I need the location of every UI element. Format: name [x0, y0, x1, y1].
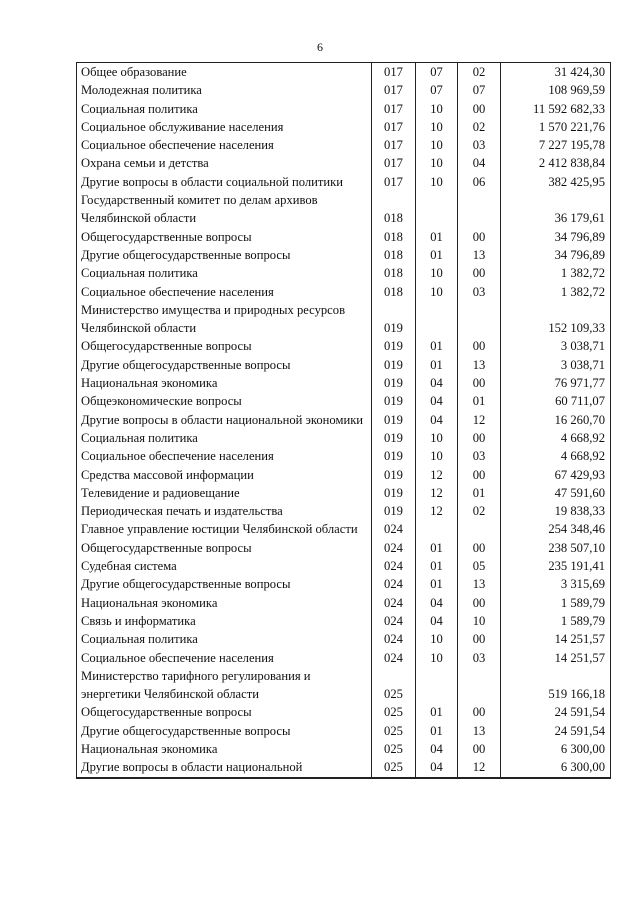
table-row: [77, 630, 611, 648]
row-name-cell: Судебная система: [77, 557, 372, 575]
subsection-code-cell: 00: [458, 630, 501, 648]
department-code-cell: 019: [372, 484, 416, 502]
department-code-cell: 025: [372, 667, 416, 704]
amount-cell: 4 668,92: [501, 429, 611, 447]
subsection-code-cell: 00: [458, 374, 501, 392]
table-row: [77, 740, 611, 758]
subsection-code-cell: 07: [458, 81, 501, 99]
budget-table-body: [77, 63, 611, 778]
department-code-cell: 017: [372, 81, 416, 99]
department-code-cell: 025: [372, 758, 416, 777]
subsection-code-cell: [458, 667, 501, 704]
subsection-code-cell: 02: [458, 63, 501, 82]
department-code-cell: 024: [372, 630, 416, 648]
subsection-code-cell: 05: [458, 557, 501, 575]
amount-cell: 11 592 682,33: [501, 100, 611, 118]
amount-cell: 1 382,72: [501, 283, 611, 301]
table-row: [77, 173, 611, 191]
table-row: [77, 100, 611, 118]
subsection-code-cell: 00: [458, 337, 501, 355]
department-code-cell: 019: [372, 502, 416, 520]
row-name-cell: Общее образование: [77, 63, 372, 82]
section-code-cell: 01: [416, 557, 458, 575]
table-row: [77, 264, 611, 282]
department-code-cell: 017: [372, 63, 416, 82]
table-row: [77, 429, 611, 447]
row-name-cell: Средства массовой информации: [77, 466, 372, 484]
row-name-cell: Другие общегосударственные вопросы: [77, 246, 372, 264]
subsection-code-cell: 01: [458, 392, 501, 410]
amount-cell: 60 711,07: [501, 392, 611, 410]
amount-cell: 3 315,69: [501, 575, 611, 593]
department-code-cell: 024: [372, 539, 416, 557]
amount-cell: 1 382,72: [501, 264, 611, 282]
department-code-cell: 017: [372, 118, 416, 136]
section-code-cell: 04: [416, 594, 458, 612]
department-code-cell: 025: [372, 740, 416, 758]
amount-cell: 3 038,71: [501, 356, 611, 374]
row-name-cell: Социальное обеспечение населения: [77, 447, 372, 465]
section-code-cell: 07: [416, 63, 458, 82]
amount-cell: 36 179,61: [501, 191, 611, 228]
subsection-code-cell: 00: [458, 228, 501, 246]
section-code-cell: 01: [416, 228, 458, 246]
subsection-code-cell: 12: [458, 758, 501, 777]
table-row: [77, 466, 611, 484]
department-code-cell: 017: [372, 136, 416, 154]
amount-cell: 1 589,79: [501, 594, 611, 612]
subsection-code-cell: 00: [458, 264, 501, 282]
department-code-cell: 024: [372, 557, 416, 575]
row-name-cell: Социальное обеспечение населения: [77, 136, 372, 154]
department-code-cell: 024: [372, 575, 416, 593]
row-name-cell: Общегосударственные вопросы: [77, 539, 372, 557]
row-name-cell: Социальное обеспечение населения: [77, 649, 372, 667]
row-name-cell: Другие вопросы в области национальной: [77, 758, 372, 777]
department-code-cell: 019: [372, 301, 416, 338]
section-code-cell: 10: [416, 630, 458, 648]
section-code-cell: 01: [416, 337, 458, 355]
amount-cell: 67 429,93: [501, 466, 611, 484]
section-code-cell: [416, 301, 458, 338]
row-name-cell: Общегосударственные вопросы: [77, 228, 372, 246]
row-name-cell: Другие общегосударственные вопросы: [77, 356, 372, 374]
amount-cell: 16 260,70: [501, 411, 611, 429]
section-code-cell: [416, 520, 458, 538]
table-row: [77, 356, 611, 374]
row-name-cell: Социальная политика: [77, 630, 372, 648]
section-code-cell: 12: [416, 466, 458, 484]
subsection-code-cell: 03: [458, 136, 501, 154]
department-code-cell: 019: [372, 466, 416, 484]
row-name-cell: Социальное обеспечение населения: [77, 283, 372, 301]
subsection-code-cell: 00: [458, 539, 501, 557]
table-row: [77, 557, 611, 575]
department-code-cell: 018: [372, 264, 416, 282]
section-code-cell: [416, 667, 458, 704]
row-name-cell: Государственный комитет по делам архивов Челябинской области: [77, 191, 372, 228]
section-code-cell: 04: [416, 612, 458, 630]
department-code-cell: 017: [372, 100, 416, 118]
row-name-cell: Молодежная политика: [77, 81, 372, 99]
row-name-cell: Национальная экономика: [77, 740, 372, 758]
amount-cell: 108 969,59: [501, 81, 611, 99]
subsection-code-cell: 13: [458, 246, 501, 264]
table-row: [77, 612, 611, 630]
subsection-code-cell: 10: [458, 612, 501, 630]
department-code-cell: 019: [372, 374, 416, 392]
row-name-cell: Общегосударственные вопросы: [77, 703, 372, 721]
section-code-cell: 10: [416, 429, 458, 447]
subsection-code-cell: 13: [458, 356, 501, 374]
amount-cell: 76 971,77: [501, 374, 611, 392]
amount-cell: 47 591,60: [501, 484, 611, 502]
row-name-cell: Социальное обслуживание населения: [77, 118, 372, 136]
amount-cell: 382 425,95: [501, 173, 611, 191]
department-code-cell: 018: [372, 246, 416, 264]
department-code-cell: 019: [372, 392, 416, 410]
amount-cell: 1 589,79: [501, 612, 611, 630]
amount-cell: 14 251,57: [501, 630, 611, 648]
department-code-cell: 019: [372, 356, 416, 374]
row-name-cell: Министерство тарифного регулирования и энергетики Челябинской области: [77, 667, 372, 704]
section-code-cell: 10: [416, 154, 458, 172]
section-code-cell: 04: [416, 374, 458, 392]
amount-cell: 519 166,18: [501, 667, 611, 704]
subsection-code-cell: 01: [458, 484, 501, 502]
table-row: [77, 520, 611, 538]
subsection-code-cell: 06: [458, 173, 501, 191]
subsection-code-cell: 12: [458, 411, 501, 429]
department-code-cell: 018: [372, 283, 416, 301]
amount-cell: 6 300,00: [501, 740, 611, 758]
department-code-cell: 019: [372, 429, 416, 447]
section-code-cell: 04: [416, 411, 458, 429]
table-row: [77, 228, 611, 246]
amount-cell: 14 251,57: [501, 649, 611, 667]
row-name-cell: Министерство имущества и природных ресурсов Челябинской области: [77, 301, 372, 338]
department-code-cell: 019: [372, 411, 416, 429]
amount-cell: 34 796,89: [501, 246, 611, 264]
subsection-code-cell: 00: [458, 703, 501, 721]
amount-cell: 254 348,46: [501, 520, 611, 538]
department-code-cell: 018: [372, 228, 416, 246]
row-name-cell: Охрана семьи и детства: [77, 154, 372, 172]
department-code-cell: 025: [372, 703, 416, 721]
table-row: [77, 758, 611, 777]
department-code-cell: 019: [372, 447, 416, 465]
row-name-cell: Связь и информатика: [77, 612, 372, 630]
row-name-cell: Социальная политика: [77, 264, 372, 282]
section-code-cell: 10: [416, 649, 458, 667]
subsection-code-cell: 00: [458, 100, 501, 118]
section-code-cell: 10: [416, 118, 458, 136]
subsection-code-cell: 13: [458, 575, 501, 593]
subsection-code-cell: 04: [458, 154, 501, 172]
department-code-cell: 019: [372, 337, 416, 355]
table-row: [77, 154, 611, 172]
section-code-cell: 10: [416, 173, 458, 191]
row-name-cell: Общеэкономические вопросы: [77, 392, 372, 410]
table-row: [77, 283, 611, 301]
section-code-cell: 10: [416, 264, 458, 282]
subsection-code-cell: [458, 191, 501, 228]
subsection-code-cell: 03: [458, 447, 501, 465]
row-name-cell: Социальная политика: [77, 429, 372, 447]
subsection-code-cell: 00: [458, 740, 501, 758]
table-row: [77, 447, 611, 465]
section-code-cell: 01: [416, 356, 458, 374]
section-code-cell: 10: [416, 447, 458, 465]
table-row: [77, 667, 611, 704]
subsection-code-cell: 00: [458, 594, 501, 612]
amount-cell: 152 109,33: [501, 301, 611, 338]
amount-cell: 4 668,92: [501, 447, 611, 465]
table-row: [77, 703, 611, 721]
amount-cell: 31 424,30: [501, 63, 611, 82]
amount-cell: 6 300,00: [501, 758, 611, 777]
department-code-cell: 024: [372, 520, 416, 538]
table-row: [77, 246, 611, 264]
subsection-code-cell: [458, 301, 501, 338]
section-code-cell: 10: [416, 100, 458, 118]
section-code-cell: 01: [416, 722, 458, 740]
table-row: [77, 118, 611, 136]
department-code-cell: 017: [372, 173, 416, 191]
department-code-cell: 018: [372, 191, 416, 228]
amount-cell: 2 412 838,84: [501, 154, 611, 172]
row-name-cell: Национальная экономика: [77, 374, 372, 392]
budget-table: [76, 62, 611, 779]
table-row: [77, 191, 611, 228]
amount-cell: 7 227 195,78: [501, 136, 611, 154]
subsection-code-cell: 03: [458, 649, 501, 667]
table-row: [77, 374, 611, 392]
table-row: [77, 502, 611, 520]
amount-cell: 24 591,54: [501, 722, 611, 740]
table-row: [77, 484, 611, 502]
table-row: [77, 136, 611, 154]
amount-cell: 238 507,10: [501, 539, 611, 557]
subsection-code-cell: 00: [458, 429, 501, 447]
table-row: [77, 539, 611, 557]
section-code-cell: 01: [416, 703, 458, 721]
section-code-cell: 10: [416, 283, 458, 301]
amount-cell: 34 796,89: [501, 228, 611, 246]
table-row: [77, 594, 611, 612]
section-code-cell: 07: [416, 81, 458, 99]
row-name-cell: Другие общегосударственные вопросы: [77, 722, 372, 740]
amount-cell: 24 591,54: [501, 703, 611, 721]
table-row: [77, 337, 611, 355]
table-row: [77, 411, 611, 429]
section-code-cell: 12: [416, 484, 458, 502]
subsection-code-cell: 02: [458, 118, 501, 136]
section-code-cell: 01: [416, 539, 458, 557]
amount-cell: 19 838,33: [501, 502, 611, 520]
table-row: [77, 63, 611, 82]
table-row: [77, 722, 611, 740]
department-code-cell: 024: [372, 649, 416, 667]
table-row: [77, 392, 611, 410]
department-code-cell: 017: [372, 154, 416, 172]
row-name-cell: Телевидение и радиовещание: [77, 484, 372, 502]
department-code-cell: 025: [372, 722, 416, 740]
subsection-code-cell: 02: [458, 502, 501, 520]
amount-cell: 1 570 221,76: [501, 118, 611, 136]
row-name-cell: Главное управление юстиции Челябинской области: [77, 520, 372, 538]
row-name-cell: Другие вопросы в области социальной политики: [77, 173, 372, 191]
table-row: [77, 649, 611, 667]
subsection-code-cell: 13: [458, 722, 501, 740]
section-code-cell: 04: [416, 392, 458, 410]
section-code-cell: 01: [416, 246, 458, 264]
section-code-cell: 12: [416, 502, 458, 520]
table-row: [77, 81, 611, 99]
department-code-cell: 024: [372, 612, 416, 630]
subsection-code-cell: 03: [458, 283, 501, 301]
section-code-cell: 04: [416, 740, 458, 758]
row-name-cell: Другие общегосударственные вопросы: [77, 575, 372, 593]
section-code-cell: 04: [416, 758, 458, 777]
row-name-cell: Периодическая печать и издательства: [77, 502, 372, 520]
row-name-cell: Социальная политика: [77, 100, 372, 118]
subsection-code-cell: [458, 520, 501, 538]
section-code-cell: [416, 191, 458, 228]
table-row: [77, 301, 611, 338]
table-row: [77, 575, 611, 593]
section-code-cell: 10: [416, 136, 458, 154]
amount-cell: 3 038,71: [501, 337, 611, 355]
row-name-cell: Национальная экономика: [77, 594, 372, 612]
subsection-code-cell: 00: [458, 466, 501, 484]
row-name-cell: Общегосударственные вопросы: [77, 337, 372, 355]
section-code-cell: 01: [416, 575, 458, 593]
amount-cell: 235 191,41: [501, 557, 611, 575]
department-code-cell: 024: [372, 594, 416, 612]
row-name-cell: Другие вопросы в области национальной экономики: [77, 411, 372, 429]
page-number: 6: [317, 40, 323, 54]
